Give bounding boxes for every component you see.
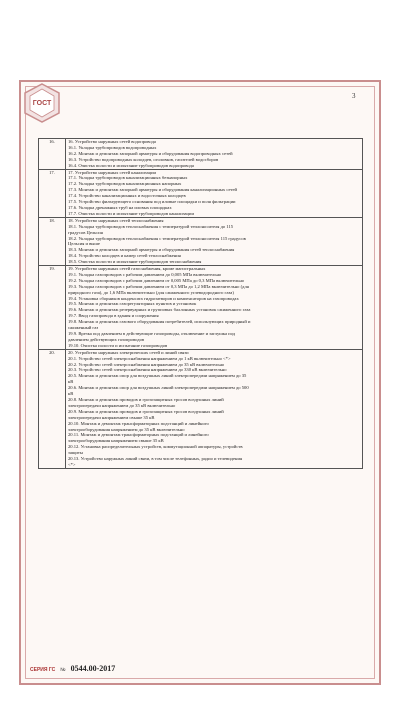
page-number: 3 <box>352 92 356 100</box>
row-line: давлением действующих газопроводов <box>68 336 145 342</box>
row-line: 16.1. Укладка трубопроводов водопроводных <box>68 144 157 150</box>
row-line: 19.6. Монтаж и демонтаж резервуарных и групповых баллонных установок сжиженного газа <box>68 307 251 313</box>
row-line: 20.2. Устройство сетей электроснабжения напряжением до 35 кВ включительно <box>68 361 225 367</box>
row-line: 16.2. Монтаж и демонтаж запорной арматуры и оборудования водопроводных сетей <box>68 150 233 156</box>
row-line: 17.4. Устройство канализационных и водосточных колодцев <box>68 193 186 199</box>
row-line: 19.4. Установка сборников конденсата гидрозатворов и компенсаторов на газопроводах <box>68 295 239 301</box>
row-line: 18.4. Устройство колодцев и камер сетей теплоснабжения <box>68 253 181 259</box>
row-number: 20. <box>39 349 66 468</box>
row-line: 17.5. Устройство фильтрующего основания под иловые площадки и поля фильтрации <box>68 199 236 205</box>
row-number: 18. <box>39 217 66 265</box>
row-line: 20. Устройство наружных электрических сетей и линий связи <box>68 349 189 355</box>
row-line: сжиженный газ <box>68 325 99 331</box>
row-line: 19.3. Укладка газопроводов с рабочим давлением от 0,3 МПа до 1,2 МПа включительно (для <box>68 283 249 289</box>
row-number: 19. <box>39 266 66 350</box>
series-code: 0544.00-2017 <box>70 664 116 673</box>
row-number: 16. <box>39 139 66 170</box>
row-line: 17.1. Укладка трубопроводов канализационных безнапорных <box>68 175 188 181</box>
row-line: 20.8. Монтаж и демонтаж проводов и грозозащитных тросов воздушных линий <box>68 396 224 402</box>
row-line: 19.1. Укладка газопроводов с рабочим давлением до 0,005 МПа включительно <box>68 271 222 277</box>
row-line: электропередачи напряжением до 35 кВ включительно <box>68 402 176 408</box>
row-line: 18.1. Укладка трубопроводов теплоснабжения с температурой теплоносителя до 115 <box>68 223 234 229</box>
row-line: 20.12. Установка распределительных устройств, коммутационной аппаратуры, устройств <box>68 444 243 450</box>
row-line: электропередачи напряжением свыше 35 кВ <box>68 414 155 420</box>
row-line: 19.7. Ввод газопровода в здания и сооружения <box>68 313 159 319</box>
row-line: 16. Устройство наружных сетей водопровода <box>68 139 156 144</box>
row-line: 19.9. Врезка под давлением в действующие газопроводы, отключение и заглушка под <box>68 331 236 336</box>
row-content <box>66 169 363 217</box>
row-line: 16.4. Очистка полости и испытание трубопроводов водопровода <box>68 162 194 168</box>
row-line: 16.3. Устройство водопроводных колодцев, оголовков, гасителей водосборов <box>68 156 219 162</box>
table-row <box>39 349 363 468</box>
footer-series <box>30 664 115 673</box>
scope-of-work-table <box>38 138 363 469</box>
row-line: 19.2. Укладка газопроводов с рабочим давлением от 0,005 МПа до 0,3 МПа включительно <box>68 277 245 283</box>
table-row <box>39 139 363 170</box>
row-line: <*> <box>68 461 76 467</box>
row-line: 18. Устройство наружных сетей теплоснабжения <box>68 217 164 223</box>
table-row <box>39 169 363 217</box>
row-line: природного газа), до 1,6 МПа включительно (для сжиженного углеводородного газа) <box>68 289 234 295</box>
table-row <box>39 266 363 350</box>
table-row <box>39 217 363 265</box>
row-line: 18.5. Очистка полости и испытание трубопроводов теплоснабжения <box>68 259 202 265</box>
row-line: Цельсия и выше <box>68 241 100 247</box>
row-line: 20.9. Монтаж и демонтаж проводов и грозозащитных тросов воздушных линий <box>68 408 224 414</box>
row-line: электрооборудования напряжением до 35 кВ включительно <box>68 426 185 432</box>
row-line: 19.10. Очистка полости и испытание газопроводов <box>68 342 168 348</box>
row-line: 18.2. Укладка трубопроводов теплоснабжения с температурой теплоносителя 115 градусов <box>68 235 246 241</box>
row-content <box>66 266 363 350</box>
row-line: 20.13. Устройство наружных линий связи, в том числе телефонных, радио и телевидения <box>68 456 243 462</box>
row-line: 19. Устройство наружных сетей газоснабжения, кроме магистральных <box>68 266 206 272</box>
row-line: кВ <box>68 379 74 385</box>
row-line: защиты <box>68 450 83 456</box>
row-line: 20.6. Монтаж и демонтаж опор для воздушных линий электропередачи напряжением до 500 <box>68 385 249 391</box>
row-line: 17.7. Очистка полости и испытание трубопроводов канализации <box>68 210 194 216</box>
row-line: 20.1. Устройство сетей электроснабжения напряжением до 1 кВ включительно <*> <box>68 355 231 361</box>
row-line: кВ <box>68 391 74 397</box>
number-sign: № <box>60 667 66 673</box>
row-line: 20.3. Устройство сетей электроснабжения напряжением до 330 кВ включительно <box>68 367 227 373</box>
row-content <box>66 217 363 265</box>
series-label: СЕРИЯ ГС <box>30 667 56 673</box>
row-line: 17. Устройство наружных сетей канализации <box>68 169 157 175</box>
row-line: 17.3. Монтаж и демонтаж запорной арматуры и оборудования канализационных сетей <box>68 187 237 193</box>
gost-logo-icon <box>22 83 62 123</box>
row-line: 17.6. Укладка дренажных труб на иловых площадках <box>68 204 172 210</box>
row-number: 17. <box>39 169 66 217</box>
row-content <box>66 349 363 468</box>
row-line: 18.3. Монтаж и демонтаж запорной арматуры и оборудования сетей теплоснабжения <box>68 247 235 253</box>
row-line: 20.11. Монтаж и демонтаж трансформаторных подстанций и линейного <box>68 432 209 438</box>
row-line: 19.5. Монтаж и демонтаж газорегуляторных пунктов и установок <box>68 301 197 307</box>
row-line: электрооборудования напряжением свыше 35 кВ <box>68 438 164 444</box>
row-line: 19.8. Монтаж и демонтаж газового оборудования потребителей, использующих природный и <box>68 319 251 325</box>
row-line: 17.2. Укладка трубопроводов канализационных напорных <box>68 181 182 187</box>
row-line: 20.5. Монтаж и демонтаж опор для воздушных линий электропередачи напряжением до 35 <box>68 373 247 379</box>
row-content <box>66 139 363 170</box>
row-line: 20.10. Монтаж и демонтаж трансформаторных подстанций и линейного <box>68 420 209 426</box>
logo-text: ГОСТ <box>32 100 52 107</box>
row-line: градусов Цельсия <box>68 229 103 235</box>
